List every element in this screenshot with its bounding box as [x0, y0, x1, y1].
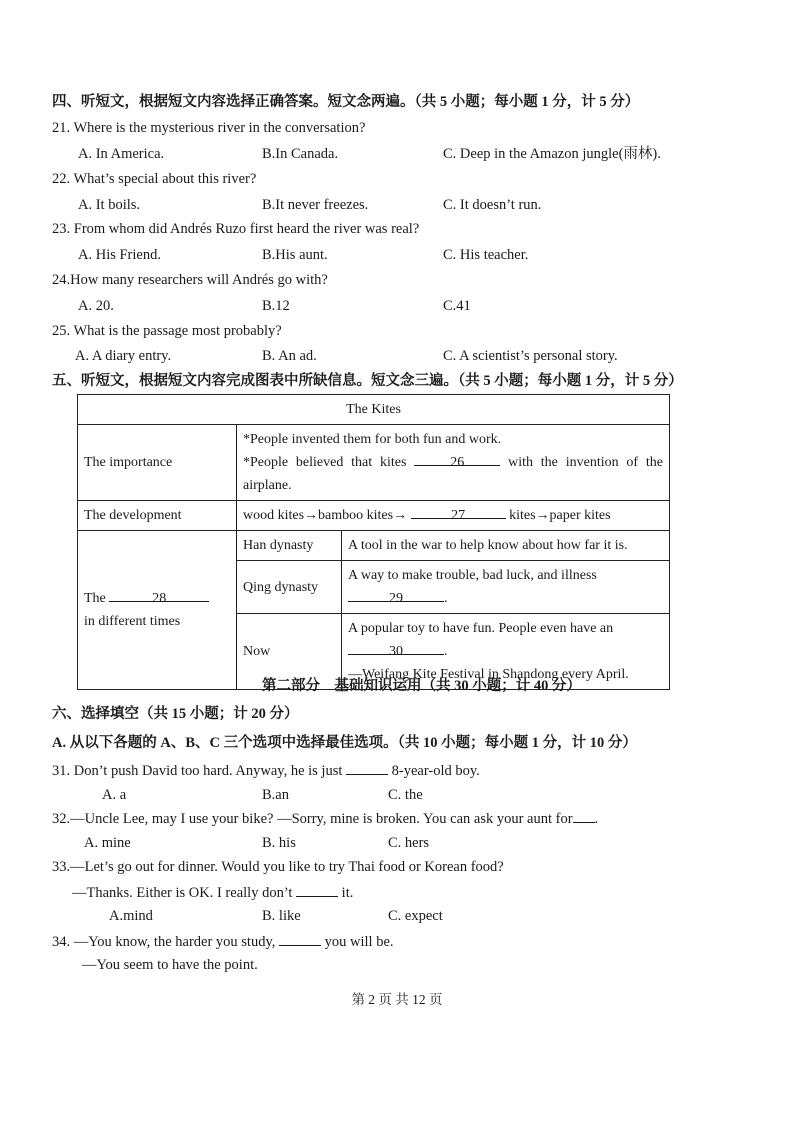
q21-option-c: C. Deep in the Amazon jungle(雨林).	[443, 146, 661, 162]
q34-reply: —You seem to have the point.	[82, 957, 258, 973]
times-label-post: in different times	[84, 614, 181, 629]
q34-stem	[52, 931, 394, 952]
q25-option-c: C. A scientist’s personal story.	[443, 348, 618, 364]
q31-blank[interactable]	[346, 760, 388, 775]
q21-option-b: B.In Canada.	[262, 146, 339, 162]
development-post: kites→paper kites	[509, 508, 611, 523]
q33-reply-post: it.	[341, 885, 354, 901]
q24-option-a: A. 20.	[78, 298, 114, 314]
development-cell	[237, 501, 670, 531]
q21-option-a: A. In America.	[78, 146, 165, 162]
q32-stem	[52, 808, 598, 829]
blank-29[interactable]	[348, 587, 444, 606]
q31-option-a: A. a	[102, 787, 127, 803]
times-label-pre: The	[84, 591, 106, 606]
qing-blank-line: 29 .	[348, 587, 663, 610]
q34-blank[interactable]	[279, 931, 321, 946]
importance-label: The importance	[78, 425, 237, 501]
development-pre: wood kites→bamboo kites→	[243, 508, 408, 523]
q33-option-a: A.mind	[109, 908, 153, 924]
q32-blank[interactable]	[573, 808, 595, 823]
q32-option-c: C. hers	[388, 835, 430, 851]
blank-30[interactable]	[348, 640, 444, 659]
q23-option-c: C. His teacher.	[443, 247, 529, 263]
qing-label: Qing dynasty	[237, 561, 342, 614]
development-label: The development	[78, 501, 237, 531]
q33-option-b: B. like	[262, 908, 301, 924]
section5-heading: 五、听短文，根据短文内容完成图表中所缺信息。短文念三遍。（共 5 小题；每小题 1 分，计 5 分）	[52, 373, 683, 389]
q32-option-b: B. his	[262, 835, 296, 851]
q34-stem-pre: 34. —You know, the harder you study,	[52, 934, 276, 950]
han-label: Han dynasty	[237, 531, 342, 561]
q22-stem: 22. What’s special about this river?	[52, 171, 257, 187]
q31-stem	[52, 760, 480, 781]
qing-text: A way to make trouble, bad luck, and illness	[348, 568, 597, 583]
q24-option-c: C.41	[443, 298, 471, 314]
importance-line1: *People invented them for both fun and work.	[243, 432, 502, 447]
q33-reply-pre: —Thanks. Either is OK. I really don’t	[72, 885, 293, 901]
q33-blank[interactable]	[296, 882, 338, 897]
importance-line2	[243, 451, 663, 497]
now-blank-line: 30 .	[348, 640, 663, 663]
blank-30-number: 30	[389, 644, 403, 659]
qing-cell	[342, 561, 670, 614]
q21-stem: 21. Where is the mysterious river in the conversation?	[52, 120, 366, 136]
q33-stem: 33.—Let’s go out for dinner. Would you like to try Thai food or Korean food?	[52, 859, 504, 875]
q33-option-c: C. expect	[388, 908, 443, 924]
blank-28-number: 28	[152, 591, 167, 606]
section4-heading: 四、听短文，根据短文内容选择正确答案。短文念两遍。（共 5 小题；每小题 1 分，计 5 分）	[52, 94, 640, 110]
blank-26[interactable]	[414, 451, 500, 470]
part2-heading: 第二部分 基础知识运用（共 30 小题；计 40 分）	[262, 678, 581, 694]
times-label-cell	[78, 531, 237, 690]
now-label: Now	[237, 614, 342, 690]
blank-27-number: 27	[451, 508, 466, 523]
q34-stem-post: you will be.	[324, 934, 394, 950]
blank-26-number: 26	[450, 455, 465, 470]
kites-table-title: The Kites	[78, 395, 670, 425]
q25-option-a: A. A diary entry.	[75, 348, 172, 364]
q25-stem: 25. What is the passage most probably?	[52, 323, 282, 339]
importance-line2-post: with the invention of the airplane.	[243, 455, 663, 493]
q22-option-c: C. It doesn’t run.	[443, 197, 542, 213]
q23-option-a: A. His Friend.	[78, 247, 161, 263]
importance-line2-pre: *People believed that kites	[243, 455, 407, 470]
kites-table	[77, 394, 670, 690]
now-note: —Weifang Kite Festival in Shandong every April.	[348, 667, 629, 682]
now-text: A popular toy to have fun. People even have an	[348, 621, 614, 636]
q32-option-a: A. mine	[84, 835, 131, 851]
q23-stem: 23. From whom did Andrés Ruzo first heard the river was real?	[52, 221, 420, 237]
blank-28[interactable]	[109, 587, 209, 606]
blank-27[interactable]	[411, 504, 506, 523]
section6-heading: 六、选择填空（共 15 小题；计 20 分）	[52, 706, 299, 722]
q24-stem: 24.How many researchers will Andrés go with?	[52, 272, 328, 288]
q31-stem-post: 8-year-old boy.	[391, 763, 480, 779]
times-label-line1	[84, 587, 230, 610]
han-text: A tool in the war to help know about how far it is.	[342, 531, 670, 561]
q23-option-b: B.His aunt.	[262, 247, 328, 263]
section6-subheading: A. 从以下各题的 A、B、C 三个选项中选择最佳选项。（共 10 小题；每小题 1 分，计 10 分）	[52, 735, 637, 751]
q22-option-a: A. It boils.	[78, 197, 141, 213]
q31-option-b: B.an	[262, 787, 289, 803]
q22-option-b: B.It never freezes.	[262, 197, 369, 213]
q32-stem-post: .	[594, 811, 599, 827]
q25-option-b: B. An ad.	[262, 348, 317, 364]
importance-cell	[237, 425, 670, 501]
q31-stem-pre: 31. Don’t push David too hard. Anyway, he is just	[52, 763, 343, 779]
q24-option-b: B.12	[262, 298, 290, 314]
blank-29-number: 29	[389, 591, 403, 606]
q33-reply	[72, 882, 353, 903]
page-footer: 第 2 页 共 12 页	[351, 992, 443, 1007]
q32-stem-pre: 32.—Uncle Lee, may I use your bike? —Sorry, mine is broken. You can ask your aunt for	[52, 811, 573, 827]
q31-option-c: C. the	[388, 787, 423, 803]
